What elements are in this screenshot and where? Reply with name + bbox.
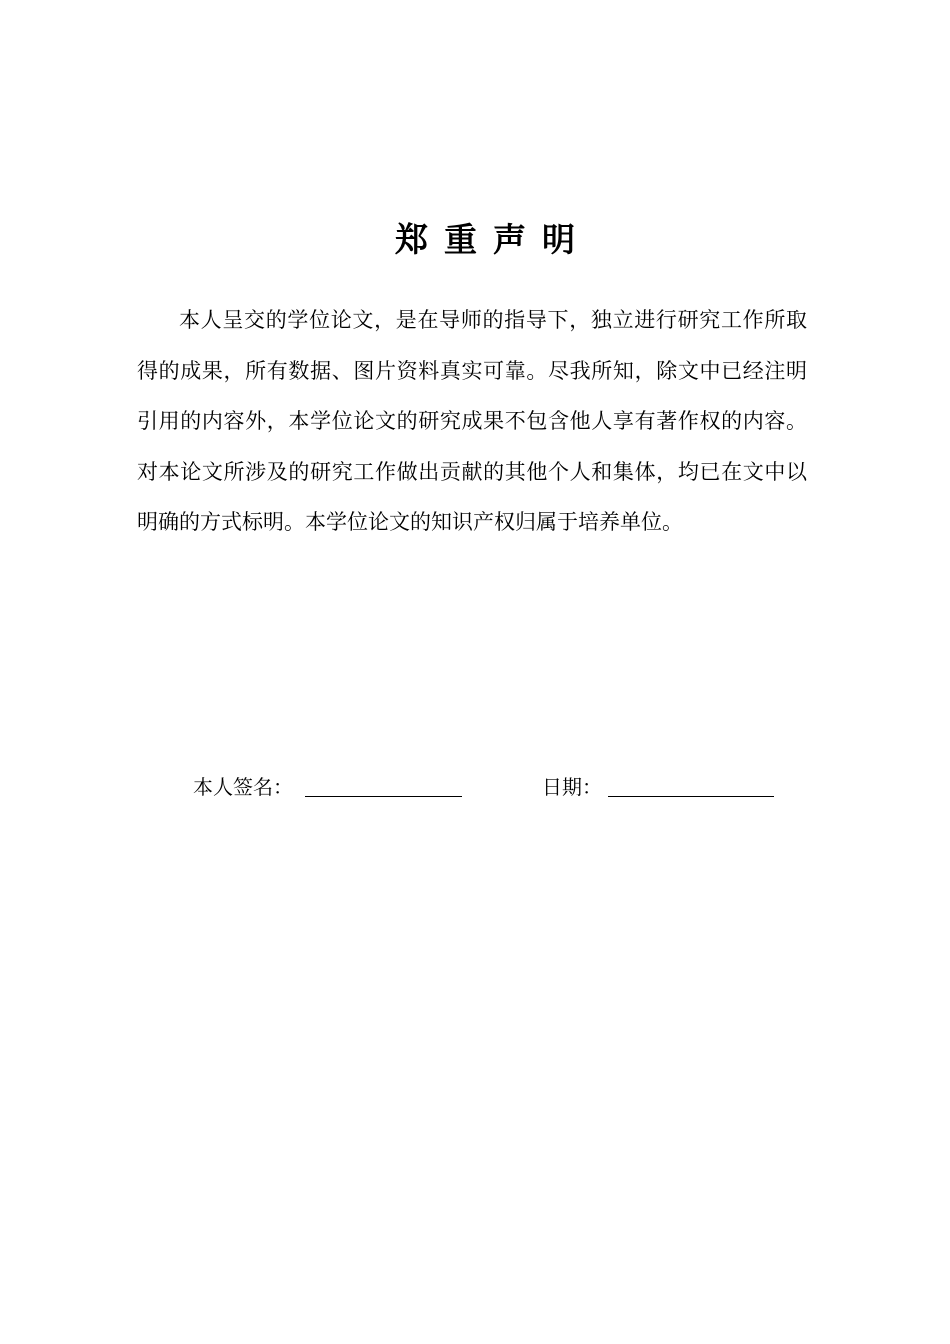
declaration-title: 郑重声明 — [395, 220, 591, 259]
signer-label: 本人签名： — [193, 775, 293, 799]
signer-signature-line[interactable] — [305, 796, 462, 797]
signature-row — [0, 772, 950, 806]
date-label: 日期： — [542, 775, 602, 799]
date-signature-line[interactable] — [608, 796, 774, 797]
declaration-body: 本人呈交的学位论文，是在导师的指导下，独立进行研究工作所取得的成果，所有数据、图片资料真实可靠。尽我所知，除文中已经注明引用的内容外，本学位论文的研究成果不包含他人享有著作权的内容。对本论文所涉及的研究工作做出贡献的其他个人和集体，均已在文中以明确的方式标明。本学位论文的知识产权归属于培养单位。 — [137, 308, 807, 534]
